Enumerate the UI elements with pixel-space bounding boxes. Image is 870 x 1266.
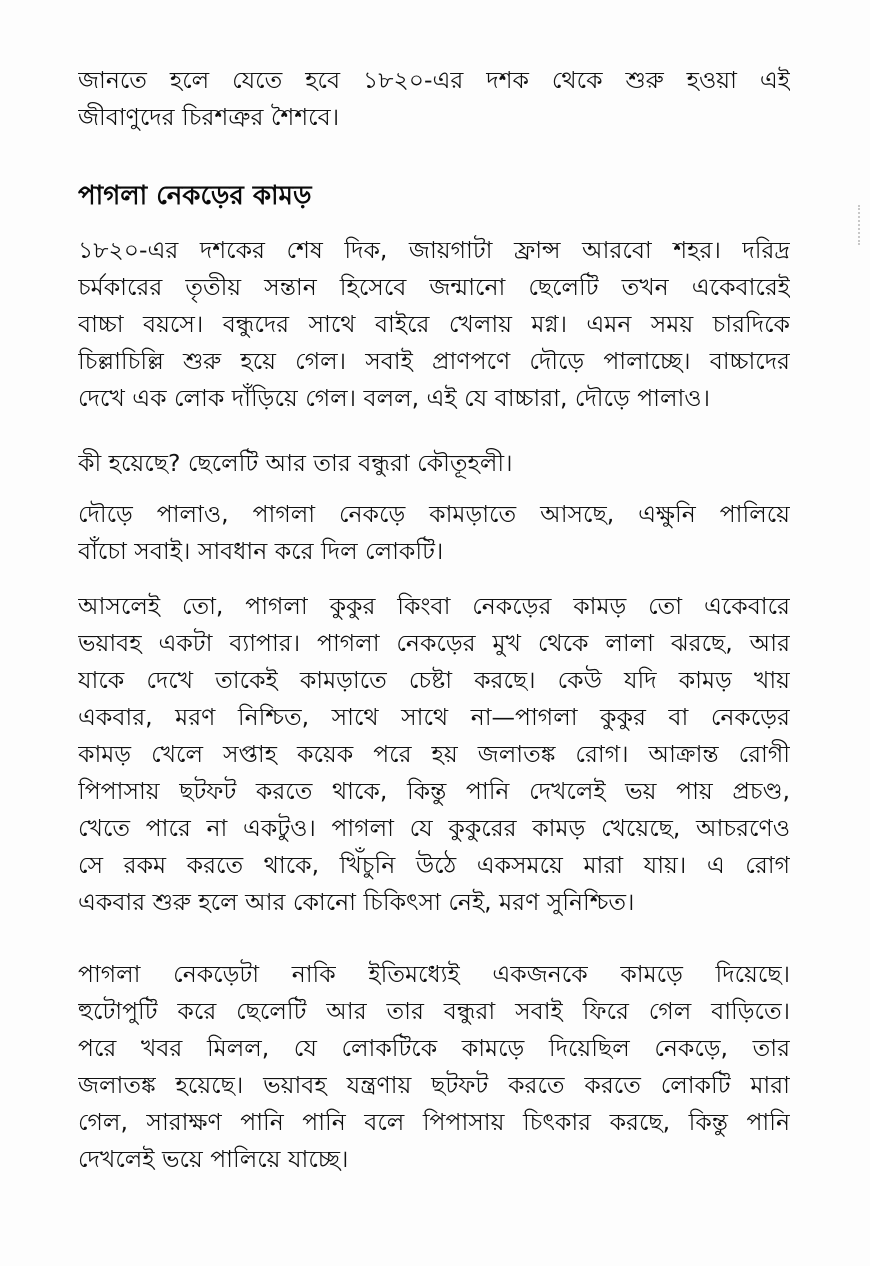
- text-line: চর্মকারের তৃতীয় সন্তান হিসেবে জন্মানো ছেলেটি তখন একেবারেই: [78, 273, 790, 301]
- text-line: সে রকম করতে থাকে, খিঁচুনি উঠে একসময়ে মারা যায়। এ রোগ: [78, 851, 790, 879]
- text-line: পরে খবর মিলল, যে লোকটিকে কামড়ে দিয়েছিল নেকড়ে, তার: [78, 1034, 790, 1062]
- intro-paragraph: [78, 62, 790, 136]
- section-heading: পাগলা নেকড়ের কামড়: [78, 181, 312, 211]
- paragraph-3: [78, 496, 790, 570]
- paragraph-1: [78, 232, 790, 417]
- text-line: দৌড়ে পালাও, পাগলা নেকড়ে কামড়াতে আসছে, এক্ষুনি পালিয়ে: [78, 500, 790, 528]
- text-line: কী হয়েছে? ছেলেটি আর তার বন্ধুরা কৌতূহলী।: [78, 449, 513, 477]
- text-line: যাকে দেখে তাকেই কামড়াতে চেষ্টা করছে। কেউ যদি কামড় খায়: [78, 666, 790, 694]
- text-line: ভয়াবহ একটা ব্যাপার। পাগলা নেকড়ের মুখ থেকে লালা ঝরছে, আর: [78, 629, 790, 657]
- text-line: ১৮২০-এর দশকের শেষ দিক, জায়গাটা ফ্রান্স আরবো শহর। দরিদ্র: [78, 236, 790, 264]
- text-line: বাঁচো সবাই। সাবধান করে দিল লোকটি।: [78, 537, 444, 565]
- text-line: বাচ্চা বয়সে। বন্ধুদের সাথে বাইরে খেলায় মগ্ন। এমন সময় চারদিকে: [78, 310, 790, 338]
- text-line: জীবাণুদের চিরশত্রুর শৈশবে।: [78, 103, 340, 131]
- text-line: পিপাসায় ছটফট করতে থাকে, কিন্তু পানি দেখলেই ভয় পায় প্রচণ্ড,: [78, 777, 790, 805]
- text-line: একবার শুরু হলে আর কোনো চিকিৎসা নেই, মরণ সুনিশ্চিত।: [78, 888, 635, 916]
- text-line: পাগলা নেকড়েটা নাকি ইতিমধ্যেই একজনকে কামড়ে দিয়েছে।: [78, 960, 790, 988]
- text-line: দেখলেই ভয়ে পালিয়ে যাচ্ছে।: [78, 1145, 349, 1173]
- text-line: গেল, সারাক্ষণ পানি পানি বলে পিপাসায় চিৎকার করছে, কিন্তু পানি: [78, 1108, 790, 1136]
- text-line: হুটোপুটি করে ছেলেটি আর তার বন্ধুরা সবাই ফিরে গেল বাড়িতে।: [78, 997, 790, 1025]
- paragraph-5: [78, 956, 790, 1178]
- text-line: জলাতঙ্ক হয়েছে। ভয়াবহ যন্ত্রণায় ছটফট করতে করতে লোকটি মারা: [78, 1071, 790, 1099]
- text-line: একবার, মরণ নিশ্চিত, সাথে সাথে না—পাগলা কুকুর বা নেকড়ের: [78, 703, 790, 731]
- paragraph-2: [78, 445, 790, 482]
- text-line: দেখে এক লোক দাঁড়িয়ে গেল। বলল, এই যে বাচ্চারা, দৌড়ে পালাও।: [78, 384, 711, 412]
- text-line: কামড় খেলে সপ্তাহ কয়েক পরে হয় জলাতঙ্ক রোগ। আক্রান্ত রোগী: [78, 740, 790, 768]
- scan-margin-mark: [858, 205, 866, 245]
- text-line: জানতে হলে যেতে হবে ১৮২০-এর দশক থেকে শুরু হওয়া এই: [78, 66, 790, 94]
- paragraph-4: [78, 588, 790, 921]
- text-line: আসলেই তো, পাগলা কুকুর কিংবা নেকড়ের কামড় তো একেবারে: [78, 592, 790, 620]
- text-line: চিল্লাচিল্লি শুরু হয়ে গেল। সবাই প্রাণপণে দৌড়ে পালাচ্ছে। বাচ্চাদের: [78, 347, 790, 375]
- text-line: খেতে পারে না একটুও। পাগলা যে কুকুরের কামড় খেয়েছে, আচরণেও: [78, 814, 790, 842]
